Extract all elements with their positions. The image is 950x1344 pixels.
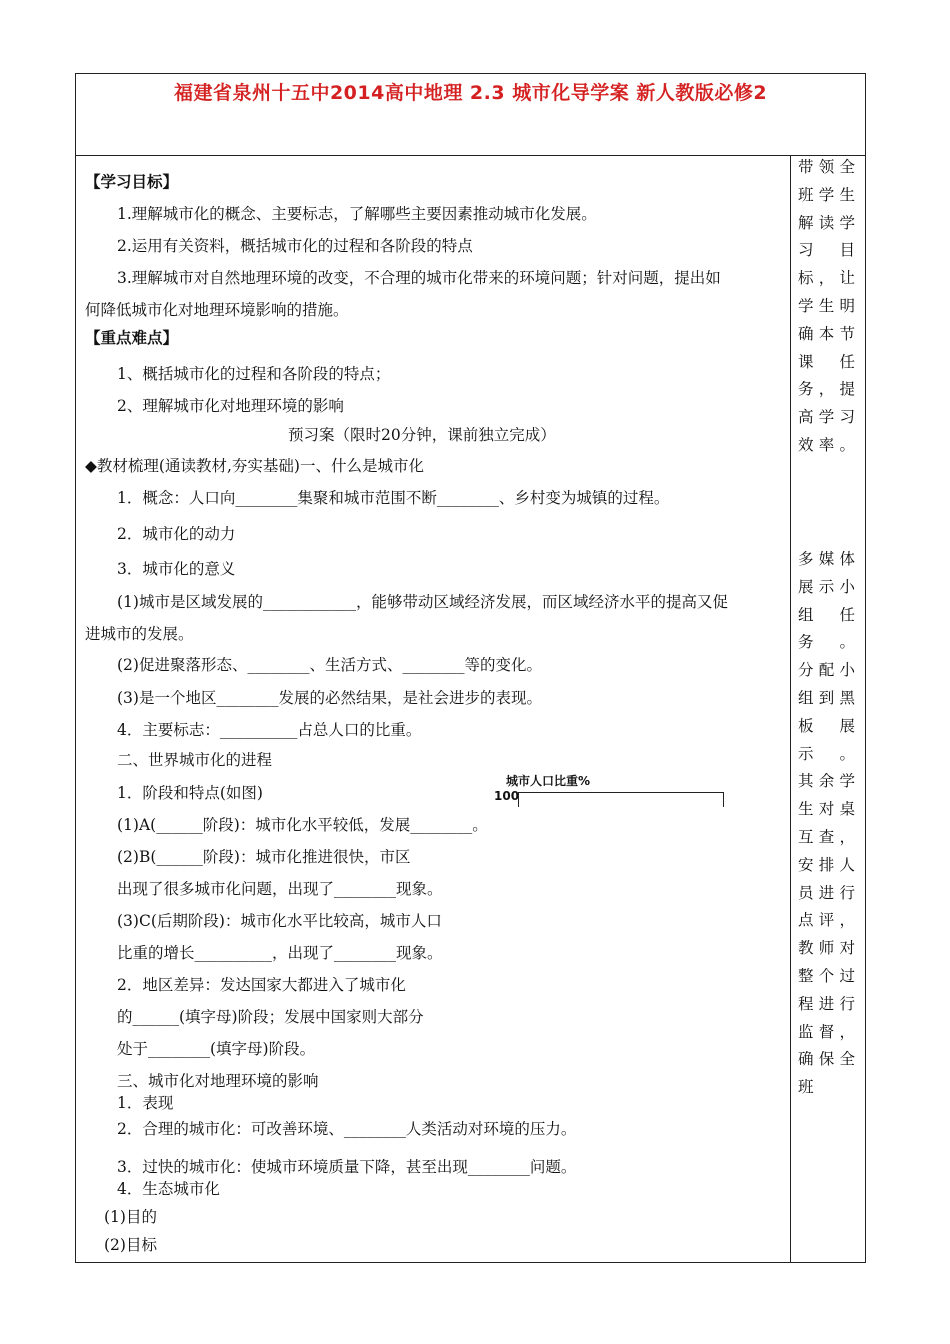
side-note-line: 解读学 xyxy=(798,213,860,232)
significance-2: (2)促进聚落形态、________、生活方式、________等的变化。 xyxy=(117,656,542,674)
side-note-activities xyxy=(798,546,860,1102)
table-divider-horizontal xyxy=(75,155,866,156)
side-note-line: 教师对 xyxy=(798,939,860,958)
preview-heading: 预习案（限时20分钟，课前独立完成） xyxy=(288,426,556,444)
side-note-line: 安排人 xyxy=(798,855,860,874)
impact-manifestation: 1．表现 xyxy=(117,1094,174,1112)
side-note-line: 生对桌 xyxy=(798,800,860,819)
side-note-line: 学生明 xyxy=(798,296,860,315)
regional-diff-cont-2: 处于________(填字母)阶段。 xyxy=(117,1040,316,1058)
side-note-line: 互查， xyxy=(798,827,860,846)
stage-c: (3)C(后期阶段)：城市化水平比较高，城市人口 xyxy=(117,912,442,930)
stage-b: (2)B(______阶段)：城市化推进很快，市区 xyxy=(117,848,411,866)
side-note-line: 程进行 xyxy=(798,994,860,1013)
stage-b-cont: 出现了很多城市化问题，出现了________现象。 xyxy=(117,880,443,898)
side-note-line: 效率。 xyxy=(798,435,860,454)
side-note-line: 监督， xyxy=(798,1022,860,1041)
key-point-2: 2、理解城市化对地理环境的影响 xyxy=(117,397,344,415)
textbook-review-heading: ◆教材梳理(通读教材,夯实基础)一、什么是城市化 xyxy=(85,457,424,475)
side-note-line: 带领全 xyxy=(798,158,860,176)
side-note-line: 班学生 xyxy=(798,185,860,204)
side-note-line: 确本节 xyxy=(798,324,860,343)
chart-y-label: 100 xyxy=(494,789,520,803)
objective-3-cont: 何降低城市化对地理环境影响的措施。 xyxy=(85,301,349,319)
eco-urbanization: 4．生态城市化 xyxy=(117,1180,220,1198)
side-note-line: 标，让 xyxy=(798,269,860,288)
chart-caption: 城市人口比重% xyxy=(506,774,591,788)
side-note-objectives xyxy=(798,154,860,460)
document-title: 福建省泉州十五中2014高中地理 2.3 城市化导学案 新人教版必修2 xyxy=(173,82,768,104)
side-note-line: 课 任 xyxy=(798,352,860,371)
side-note-line: 多媒体 xyxy=(798,550,860,568)
section-env-impact: 三、城市化对地理环境的影响 xyxy=(117,1072,319,1090)
eco-goal: (2)目标 xyxy=(104,1236,157,1254)
side-note-line: 点评， xyxy=(798,911,860,930)
eco-purpose: (1)目的 xyxy=(104,1208,157,1226)
significance-line: 3．城市化的意义 xyxy=(117,560,236,578)
side-note-line: 组到黑 xyxy=(798,688,860,707)
section-heading-key-points: 【重点难点】 xyxy=(85,329,179,347)
significance-3: (3)是一个地区________发展的必然结果，是社会进步的表现。 xyxy=(117,689,542,707)
key-point-1: 1、概括城市化的过程和各阶段的特点； xyxy=(117,365,391,383)
stage-c-cont: 比重的增长__________，出现了________现象。 xyxy=(117,944,443,962)
side-note-line: 班 xyxy=(798,1078,819,1097)
significance-1-cont: 进城市的发展。 xyxy=(85,625,194,643)
side-note-line: 展示小 xyxy=(798,577,860,596)
regional-diff-cont-1: 的______(填字母)阶段；发展中国家则大部分 xyxy=(117,1008,424,1026)
stages-line: 1．阶段和特点(如图) xyxy=(117,784,263,802)
rapid-urbanization: 3．过快的城市化：使城市环境质量下降，甚至出现________问题。 xyxy=(117,1158,577,1176)
side-note-line: 分配小 xyxy=(798,661,860,680)
driving-force-line: 2．城市化的动力 xyxy=(117,525,236,543)
table-divider-vertical xyxy=(790,155,791,1263)
stage-a: (1)A(______阶段)：城市化水平较低，发展________。 xyxy=(117,816,488,834)
regional-diff: 2．地区差异：发达国家大都进入了城市化 xyxy=(117,976,406,994)
concept-line: 1．概念：人口向________集聚和城市范围不断________、乡村变为城镇的过程。 xyxy=(117,489,670,507)
rational-urbanization: 2．合理的城市化：可改善环境、________人类活动对环境的压力。 xyxy=(117,1120,577,1138)
section-world-process: 二、世界城市化的进程 xyxy=(117,751,273,769)
section-heading-objectives: 【学习目标】 xyxy=(85,173,179,191)
main-indicator: 4．主要标志：__________占总人口的比重。 xyxy=(117,721,422,739)
side-note-line: 确保全 xyxy=(798,1050,860,1069)
side-note-line: 示。 xyxy=(798,744,860,763)
side-note-line: 务，提 xyxy=(798,380,860,399)
significance-1: (1)城市是区域发展的____________，能够带动区域经济发展，而区域经济水平的提高又促 xyxy=(117,593,728,611)
side-note-line: 整个过 xyxy=(798,966,860,985)
side-note-line: 务。 xyxy=(798,633,860,652)
objective-2: 2.运用有关资料，概括城市化的过程和各阶段的特点 xyxy=(117,237,473,255)
side-note-line: 其余学 xyxy=(798,772,860,791)
side-note-line: 组 任 xyxy=(798,605,860,624)
side-note-line: 员进行 xyxy=(798,883,860,902)
objective-1: 1.理解城市化的概念、主要标志，了解哪些主要因素推动城市化发展。 xyxy=(117,205,597,223)
side-note-line: 习 目 xyxy=(798,241,860,260)
chart-frame xyxy=(518,792,724,807)
side-note-line: 高学习 xyxy=(798,408,860,427)
objective-3: 3.理解城市对自然地理环境的改变，不合理的城市化带来的环境问题；针对问题，提出如 xyxy=(117,269,721,287)
side-note-line: 板 展 xyxy=(798,716,860,735)
